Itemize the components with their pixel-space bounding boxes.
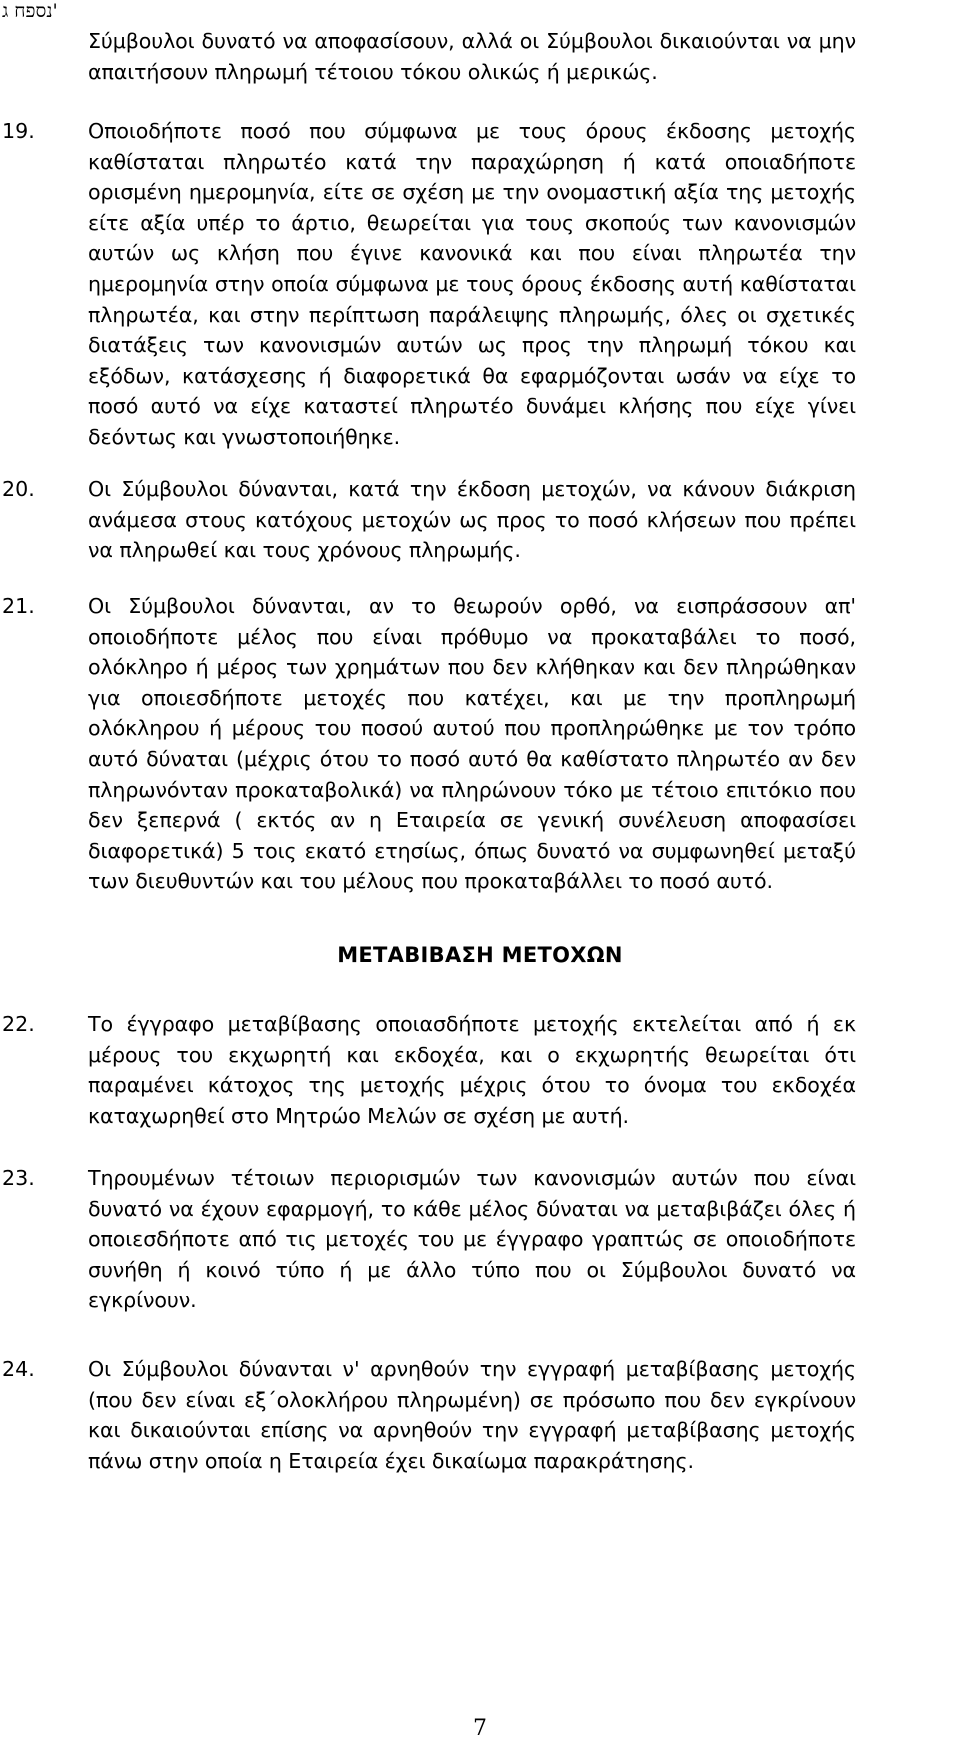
page-number: 7 (473, 1716, 487, 1741)
paragraph-19-text: Οποιοδήποτε ποσό που σύμφωνα με τους όρους έκδοσης μετοχής καθίσταται πληρωτέο κατά την παραχώρηση ή κατά οποιαδήποτε ορισμένη ημερομηνία, είτε σε σχέση με την ονομαστική αξία της μετοχής είτε αξία υπέρ το άρτιο, θεωρείται για τους σκοπούς των κανονισμών αυτών ως κλήση που έγινε κανονικά και που είναι πληρωτέα την ημερομηνία στην οποία σύμφωνα με τους όρους έκδοσης αυτή καθίσταται πληρωτέα, και στην περίπτωση παράλειψης πληρωμής, όλες οι σχετικές διατάξεις των κανονισμών αυτών ως προς την πληρωμή τόκου και εξόδων, κατάσχεσης ή διαφορετικά θα εφαρμόζονται ωσάν να είχε το ποσό αυτό να είχε καταστεί πληρωτέο δυνάμει κλήσης που είχε γίνει δεόντως και γνωστοποιήθηκε. (88, 119, 856, 449)
paragraph-20-text: Οι Σύμβουλοι δύνανται, κατά την έκδοση μετοχών, να κάνουν διάκριση ανάμεσα στους κατόχους μετοχών ως προς το ποσό κλήσεων που πρέπει να πληρωθεί και τους χρόνους πληρωμής. (88, 477, 856, 563)
page-label: נספח ג' (2, 0, 58, 22)
paragraph-number-22: 22. (2, 1012, 35, 1036)
paragraph-24-text: Οι Σύμβουλοι δύνανται ν' αρνηθούν την εγγραφή μεταβίβασης μετοχής (που δεν είναι εξ΄ολοκλήρου πληρωμένη) σε πρόσωπο που δεν εγκρίνουν και δικαιούνται επίσης να αρνηθούν την εγγραφή μεταβίβασης μετοχής πάνω στην οποία η Εταιρεία έχει δικαίωμα παρακράτησης. (88, 1357, 856, 1473)
paragraph-23-text: Τηρουμένων τέτοιων περιορισμών των κανονισμών αυτών που είναι δυνατό να έχουν εφαρμογή, το κάθε μέλος δύναται να μεταβιβάζει όλες ή οποιεσδήποτε από τις μετοχές του με έγγραφο γραπτώς σε οποιοδήποτε συνήθη ή κοινό τύπο ή με άλλο τύπο που οι Σύμβουλοι δυνατό να εγκρίνουν. (88, 1166, 856, 1313)
paragraph-number-24: 24. (2, 1357, 35, 1381)
paragraph-number-21: 21. (2, 594, 35, 618)
intro-paragraph: Σύμβουλοι δυνατό να αποφασίσουν, αλλά οι Σύμβουλοι δικαιούνται να μην απαιτήσουν πληρωμή τέτοιου τόκου ολικώς ή μερικώς. (88, 29, 856, 84)
paragraph-22-text: Το έγγραφο μεταβίβασης οποιασδήποτε μετοχής εκτελείται από ή εκ μέρους του εκχωρητή και εκδοχέα, και ο εκχωρητής θεωρείται ότι παραμένει κάτοχος της μετοχής μέχρις ότου το όνομα του εκδοχέα καταχωρηθεί στο Μητρώο Μελών σε σχέση με αυτή. (88, 1012, 856, 1128)
paragraph-number-19: 19. (2, 119, 35, 143)
paragraph-number-23: 23. (2, 1166, 35, 1190)
paragraph-number-20: 20. (2, 477, 35, 501)
paragraph-21-text: Οι Σύμβουλοι δύνανται, αν το θεωρούν ορθό, να εισπράσσουν απ' οποιοδήποτε μέλος που είναι πρόθυμο να προκαταβάλει το ποσό, ολόκληρο ή μέρος των χρημάτων που δεν κλήθηκαν και δεν πληρώθηκαν για οποιεσδήποτε μετοχές που κατέχει, και με την προπληρωμή ολόκληρου ή μέρους του ποσού αυτού που προπληρώθηκε με τον τρόπο αυτό δύναται (μέχρις ότου το ποσό αυτό θα καθίστατο πληρωτέο αν δεν πληρωνόνταν προκαταβολικά) να πληρώνουν τόκο με τέτοιο επιτόκιο που δεν ξεπερνά ( εκτός αν η Εταιρεία σε γενική συνέλευση αποφασίσει διαφορετικά) 5 τοις εκατό ετησίως, όπως δυνατό να συμφωνηθεί μεταξύ των διευθυντών και του μέλους που προκαταβάλλει το ποσό αυτό. (88, 594, 856, 894)
section-heading: ΜΕΤΑΒΙΒΑΣΗ ΜΕΤΟΧΩΝ (337, 943, 623, 967)
